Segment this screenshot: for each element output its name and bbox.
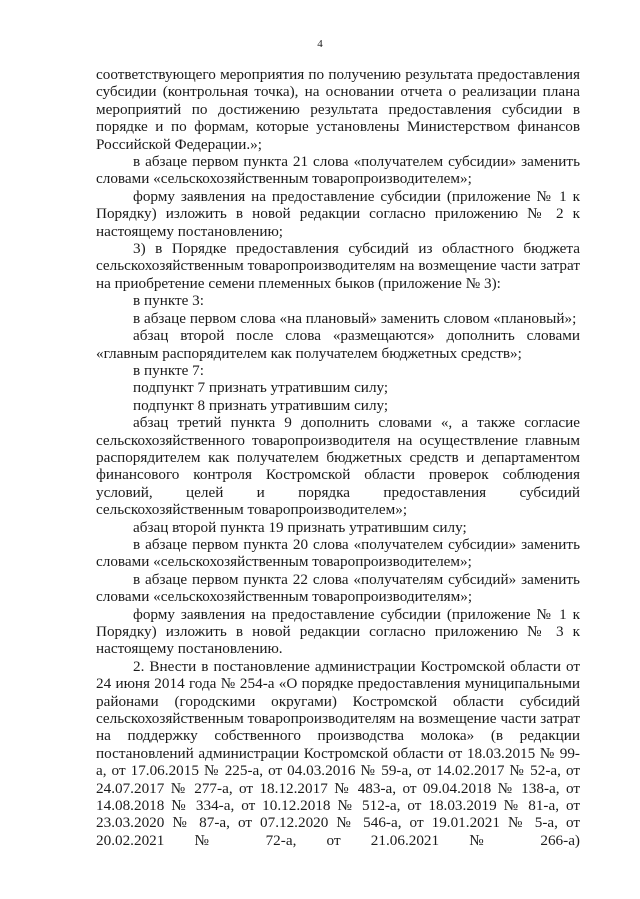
page-number: 4 — [317, 38, 323, 50]
document-body — [96, 66, 580, 849]
paragraph-4: 3) в Порядке предоставления субсидий из областного бюджета сельскохозяйственным товаропроизводителям на возмещение части затрат на приобретение семени племенных быков (приложение № 3): — [96, 240, 580, 292]
paragraph-2: в абзаце первом пункта 21 слова «получателем субсидии» заменить словами «сельскохозяйственным товаропроизводителем»; — [96, 153, 580, 188]
paragraph-12: абзац второй пункта 19 признать утратившим силу; — [133, 518, 467, 536]
paragraph-8: в пункте 7: — [133, 361, 204, 379]
paragraph-5: в пункте 3: — [133, 292, 204, 310]
paragraph-6: в абзаце первом слова «на плановый» заменить словом «плановый»; — [133, 309, 577, 327]
paragraph-16: 2. Внести в постановление администрации Костромской области от 24 июня 2014 года № 254-а «О порядке предоставления муниципальными районами (городскими округами) Костромской области субсидий сельскохозяйственным товаропроизводителям на возмещение части затрат на поддержку собственного производства молока» (в редакции постановлений администрации Костромской области от 18.03.2015 № 99-а, от 17.06.2015 № 225-а, от 04.03.2016 № 59-а, от 14.02.2017 № 52-а, от 24.07.2017 № 277-а, от 18.12.2017 № 483-а, от 09.04.2018 № 138-а, от 14.08.2018 № 334-а, от 10.12.2018 № 512-а, от 18.03.2019 № 81-а, от 23.03.2020 № 87-а, от 07.12.2020 № 546-а, от 19.01.2021 № 5-а, от 20.02.2021 № 72-а, от 21.06.2021 № 266-а) — [96, 657, 580, 849]
paragraph-7: абзац второй после слова «размещаются» дополнить словами «главным распорядителем как получателем бюджетных средств»; — [96, 327, 580, 362]
paragraph-1: соответствующего мероприятия по получению результата предоставления субсидии (контрольная точка), на основании отчета о реализации плана мероприятий по достижению результата предоставления субсидии в порядке и по формам, которые установлены Министерством финансов Российской Федерации.»; — [96, 66, 580, 153]
paragraph-14: в абзаце первом пункта 22 слова «получателям субсидий» заменить словами «сельскохозяйственным товаропроизводителям»; — [96, 570, 580, 606]
paragraph-11: абзац третий пункта 9 дополнить словами «, а также согласие сельскохозяйственного товаропроизводителя на осуществление главным распорядителем как получателем бюджетных средств и департаментом финансового контроля Костромской области проверок соблюдения условий, целей и порядка предоставления субсидий сельскохозяйственным товаропроизводителем»; — [96, 414, 580, 519]
paragraph-15: форму заявления на предоставление субсидии (приложение № 1 к Порядку) изложить в новой редакции согласно приложению № 3 к настоящему постановлению. — [96, 605, 580, 658]
paragraph-9: подпункт 7 признать утратившим силу; — [133, 379, 389, 397]
paragraph-10: подпункт 8 признать утратившим силу; — [133, 396, 389, 414]
paragraph-3: форму заявления на предоставление субсидии (приложение № 1 к Порядку) изложить в новой редакции согласно приложению № 2 к настоящему постановлению; — [96, 187, 580, 240]
paragraph-13: в абзаце первом пункта 20 слова «получателем субсидии» заменить словами «сельскохозяйственным товаропроизводителем»; — [96, 535, 580, 571]
